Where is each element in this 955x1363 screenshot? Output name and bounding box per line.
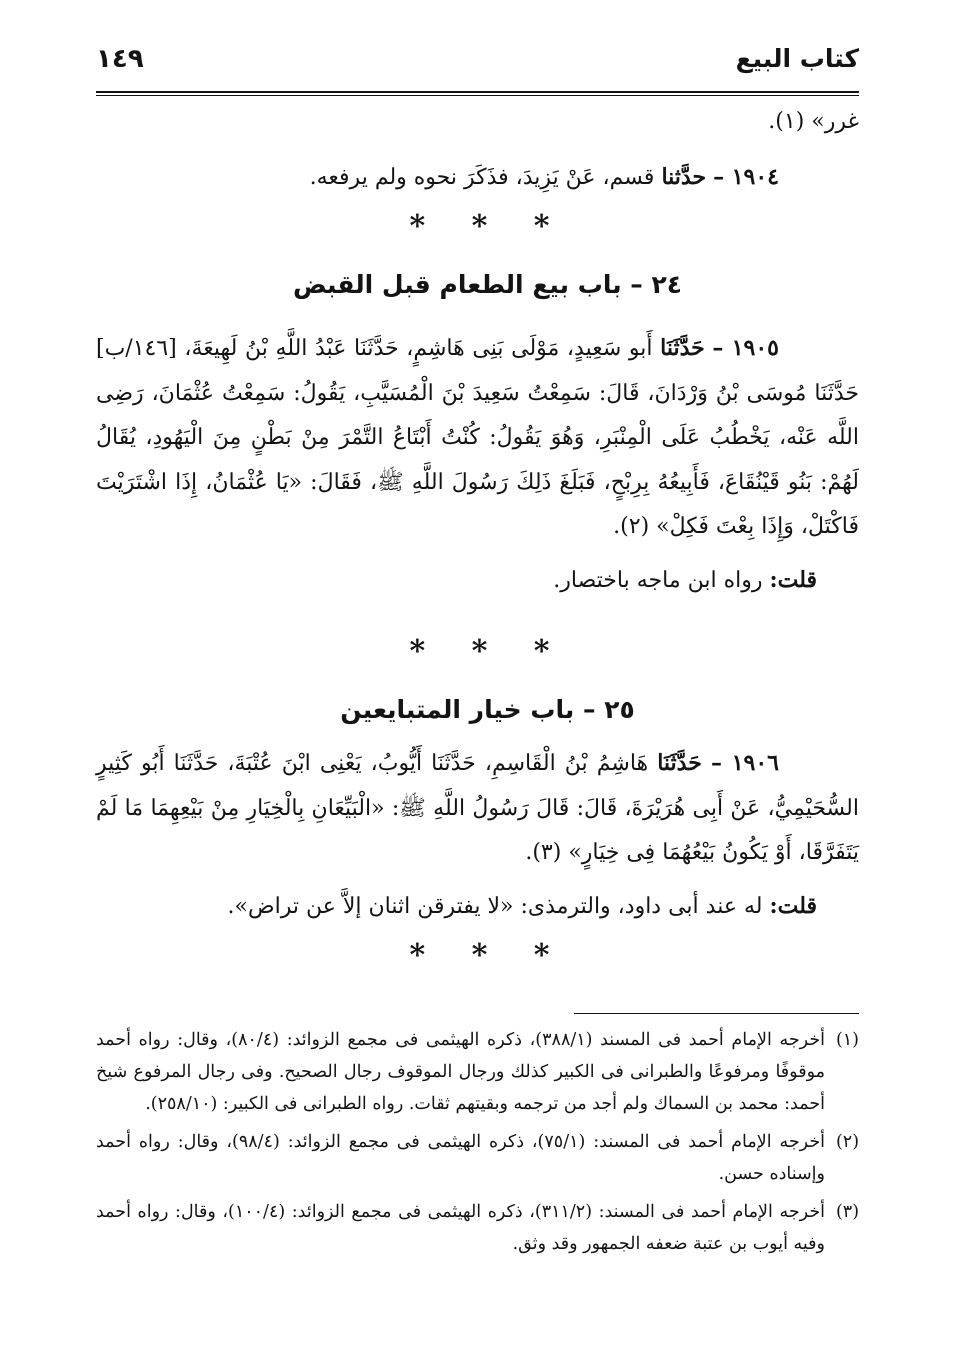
hadith-1905	[96, 326, 859, 550]
author-note-1905	[96, 558, 859, 604]
hadith-number: ١٩٠٦ –	[710, 750, 779, 776]
page-number: ١٤٩	[96, 44, 144, 74]
section-separator: * * *	[409, 634, 568, 669]
main-text	[96, 100, 859, 983]
section-separator: * * *	[409, 209, 568, 244]
chapter-heading-24: ٢٤ – باب بيع الطعام قبل القبض	[292, 270, 683, 299]
hadith-text: قسم، عَنْ يَزِيدَ، فذَكَرَ نحوه ولم يرفعه.	[309, 164, 655, 190]
note-label: قلت:	[769, 566, 817, 593]
note-label: قلت:	[769, 892, 817, 919]
book-title: كتاب البيع	[735, 44, 859, 73]
author-note-1906	[96, 884, 859, 930]
footnote-marker: (٣)	[835, 1202, 860, 1222]
chapter-heading-25: ٢٥ – باب خيار المتبايعين	[340, 695, 635, 724]
hadith-text: هَاشِمُ بْنُ الْقَاسِمِ، حَدَّثَنَا أَيُّوبُ، يَعْنِى ابْنَ عُتْبَةَ، حَدَّثَنَا أَبُو كَثِيرٍ السُّحَيْمِيُّ، عَنْ أَبِى هُرَيْرَةَ، قَالَ: قَالَ رَسُولُ اللَّهِ ﷺ: «الْبَيِّعَانِ بِالْخِيَارِ مِنْ بَيْعِهِمَا مَا لَمْ يَتَفَرَّقَا، أَوْ يَكُونُ بَيْعُهُمَا فِى خِيَارٍ» (٣).	[96, 751, 859, 865]
footnote-marker: (١)	[835, 1030, 859, 1050]
narration-verb: حدَّثنا	[661, 163, 707, 190]
running-head	[96, 44, 859, 84]
hadith-text: أَبو سَعِيدٍ، مَوْلَى بَنِى هَاشِمٍ، حَدَّثَنَا عَبْدُ اللَّهِ بْنُ لَهِيعَةَ، [١٤٦/ب] حَدَّثَنَا مُوسَى بْنُ وَرْدَانَ، قَالَ: سَمِعْتُ سَعِيدَ بْنَ الْمُسَيَّبِ، يَقُولُ: سَمِعْتُ عُثْمَانَ، رَضِى اللَّه عَنْه، يَخْطُبُ عَلَى الْمِنْبَرِ، وَهُوَ يَقُولُ: كُنْتُ أَبْتَاعُ التَّمْرَ مِنْ بَطْنٍ مِنَ الْيَهُودِ، يُقَالُ لَهُمْ: بَنُو قَيْنُقَاعَ، فَأَبِيعُهُ بِرِبْحٍ، فَبَلَغَ ذَلِكَ رَسُولَ اللَّهِ ﷺ، فَقَالَ: «يَا عُثْمَانُ، إِذَا اشْتَرَيْتَ فَاكْتَلْ، وَإِذَا بِعْتَ فَكِلْ» (٢).	[96, 336, 859, 539]
footnote-divider	[574, 1013, 859, 1014]
footnote-text: أخرجه الإمام أحمد فى المسند: (٧٥/١)، ذكره الهيثمى فى مجمع الزوائد: (٩٨/٤)، وقال: رواه أحمد وإسناده حسن.	[96, 1132, 826, 1184]
footnote-text: أخرجه الإمام أحمد فى المسند: (٣١١/٢)، ذكره الهيثمى فى مجمع الزوائد: (١٠٠/٤)، وقال: رواه أحمد وفيه أيوب بن عتبة ضعفه الجمهور وقد وثق.	[96, 1202, 826, 1254]
hadith-1904	[96, 155, 859, 201]
hadith-1906	[96, 741, 859, 876]
narration-verb: حَدَّثَنَا	[657, 750, 702, 776]
footnotes	[96, 1024, 859, 1266]
header-divider	[96, 91, 859, 96]
footnote-1	[96, 1024, 859, 1120]
hadith-number: ١٩٠٤ –	[713, 163, 779, 190]
hadith-number: ١٩٠٥ –	[712, 335, 779, 361]
note-text: رواه ابن ماجه باختصار.	[553, 567, 763, 593]
footnote-2	[96, 1126, 859, 1190]
narration-verb: حَدَّثَنَا	[660, 335, 705, 361]
footnote-3	[96, 1196, 859, 1260]
note-text: له عند أبى داود، والترمذى: «لا يفترقن اثنان إلاَّ عن تراض».	[227, 893, 763, 919]
continuation-text: غرر» (١).	[768, 109, 859, 134]
footnote-marker: (٢)	[835, 1132, 860, 1152]
footnote-text: أخرجه الإمام أحمد فى المسند (٣٨٨/١)، ذكره الهيثمى فى مجمع الزوائد: (٨٠/٤)، وقال: رواه أحمد موقوفًا ومرفوعًا والطبرانى فى الكبير كذلك ورجال الموقوف رجال الصحيح. وفى رجال المرفوع شيخ أحمد: محمد بن السماك ولم أجد من ترجمه وبقيتهم ثقات. رواه الطبرانى فى الكبير: (٢٥٨/١٠).	[96, 1030, 825, 1114]
section-separator: * * *	[409, 938, 568, 973]
